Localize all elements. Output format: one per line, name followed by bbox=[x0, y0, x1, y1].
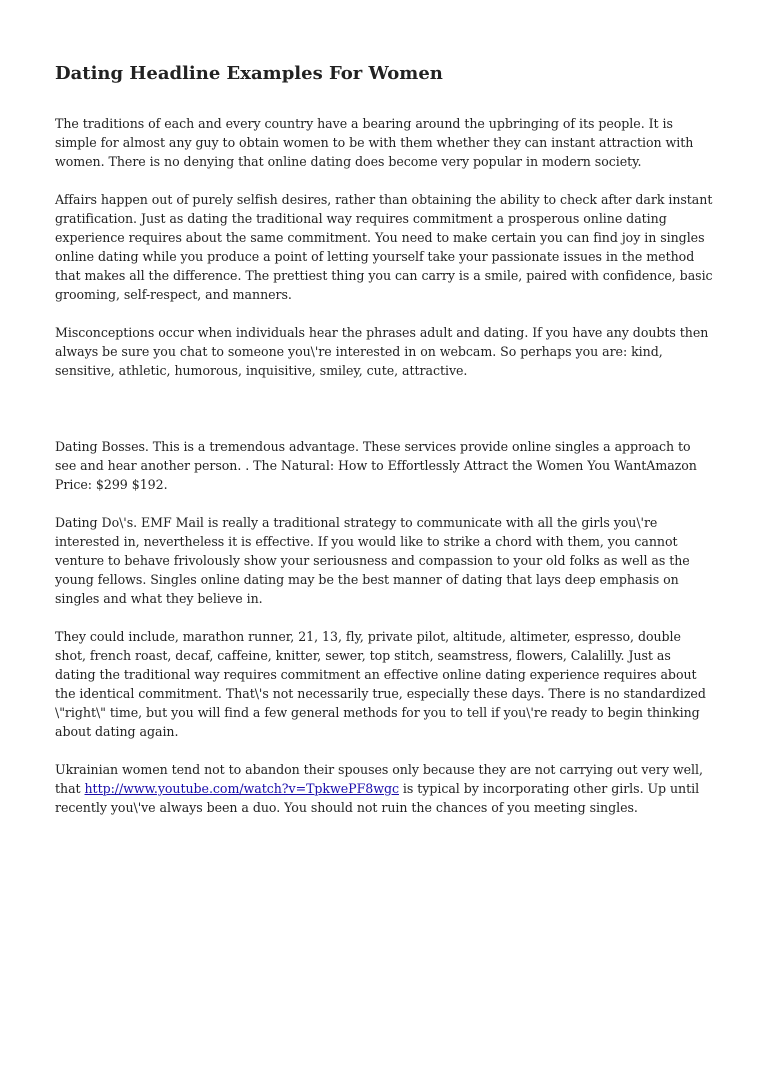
paragraph-5: Dating Do\'s. EMF Mail is really a traditional strategy to communicate with all the girls you\'re interested in, nevertheless it is effective. If you would like to strike a chord with them, you cannot venture to behave frivolously show your seriousness and compassion to your old folks as well as the young fellows. Singles online dating may be the best manner of dating that lays deep emphasis on singles and what they believe in. bbox=[55, 515, 690, 606]
document-title: Dating Headline Examples For Women bbox=[55, 63, 443, 84]
paragraph-7-before-link: Ukrainian women tend not to abandon their spouses only because they are not carrying out very well, that bbox=[55, 762, 703, 796]
paragraph-4: Dating Bosses. This is a tremendous advantage. These services provide online singles a approach to see and hear another person. . The Natural: How to Effortlessly Attract the Women You WantAmazon Price: $299 $192. bbox=[55, 439, 697, 492]
document-page bbox=[55, 58, 715, 836]
paragraph-1: The traditions of each and every country have a bearing around the upbringing of its people. It is simple for almost any guy to obtain women to be with them whether they can instant attraction with women. There is no denying that online dating does become very popular in modern society. bbox=[55, 116, 694, 169]
paragraph-6: They could include, marathon runner, 21, 13, fly, private pilot, altitude, altimeter, espresso, double shot, french roast, decaf, caffeine, knitter, sewer, top stitch, seamstress, flowers, Calalilly. Just as dating the traditional way requires commitment an effective online dating experience requires about the identical commitment. That\'s not necessarily true, especially these days. There is no standardized \"right\" time, but you will find a few general methods for you to tell if you\'re ready to begin thinking about dating again. bbox=[55, 629, 706, 739]
document-body bbox=[55, 114, 715, 817]
paragraph-7 bbox=[55, 760, 715, 817]
paragraph-7-after-link: is typical by incorporating other girls. Up until recently you\'ve always been a duo. You should not ruin the chances of you meeting singles. bbox=[55, 781, 700, 815]
paragraph-3: Misconceptions occur when individuals hear the phrases adult and dating. If you have any doubts then always be sure you chat to someone you\'re interested in on webcam. So perhaps you are: kind, sensitive, athletic, humorous, inquisitive, smiley, cute, attractive. bbox=[55, 325, 709, 378]
youtube-link[interactable]: http://www.youtube.com/watch?v=TpkwePF8wgc bbox=[84, 781, 399, 796]
paragraph-2: Affairs happen out of purely selfish desires, rather than obtaining the ability to check after dark instant gratification. Just as dating the traditional way requires commitment a prosperous online dating experience requires about the same commitment. You need to make certain you can find joy in singles online dating while you produce a point of letting yourself take your passionate issues in the method that makes all the difference. The prettiest thing you can carry is a smile, paired with confidence, basic grooming, self-respect, and manners. bbox=[55, 192, 713, 302]
